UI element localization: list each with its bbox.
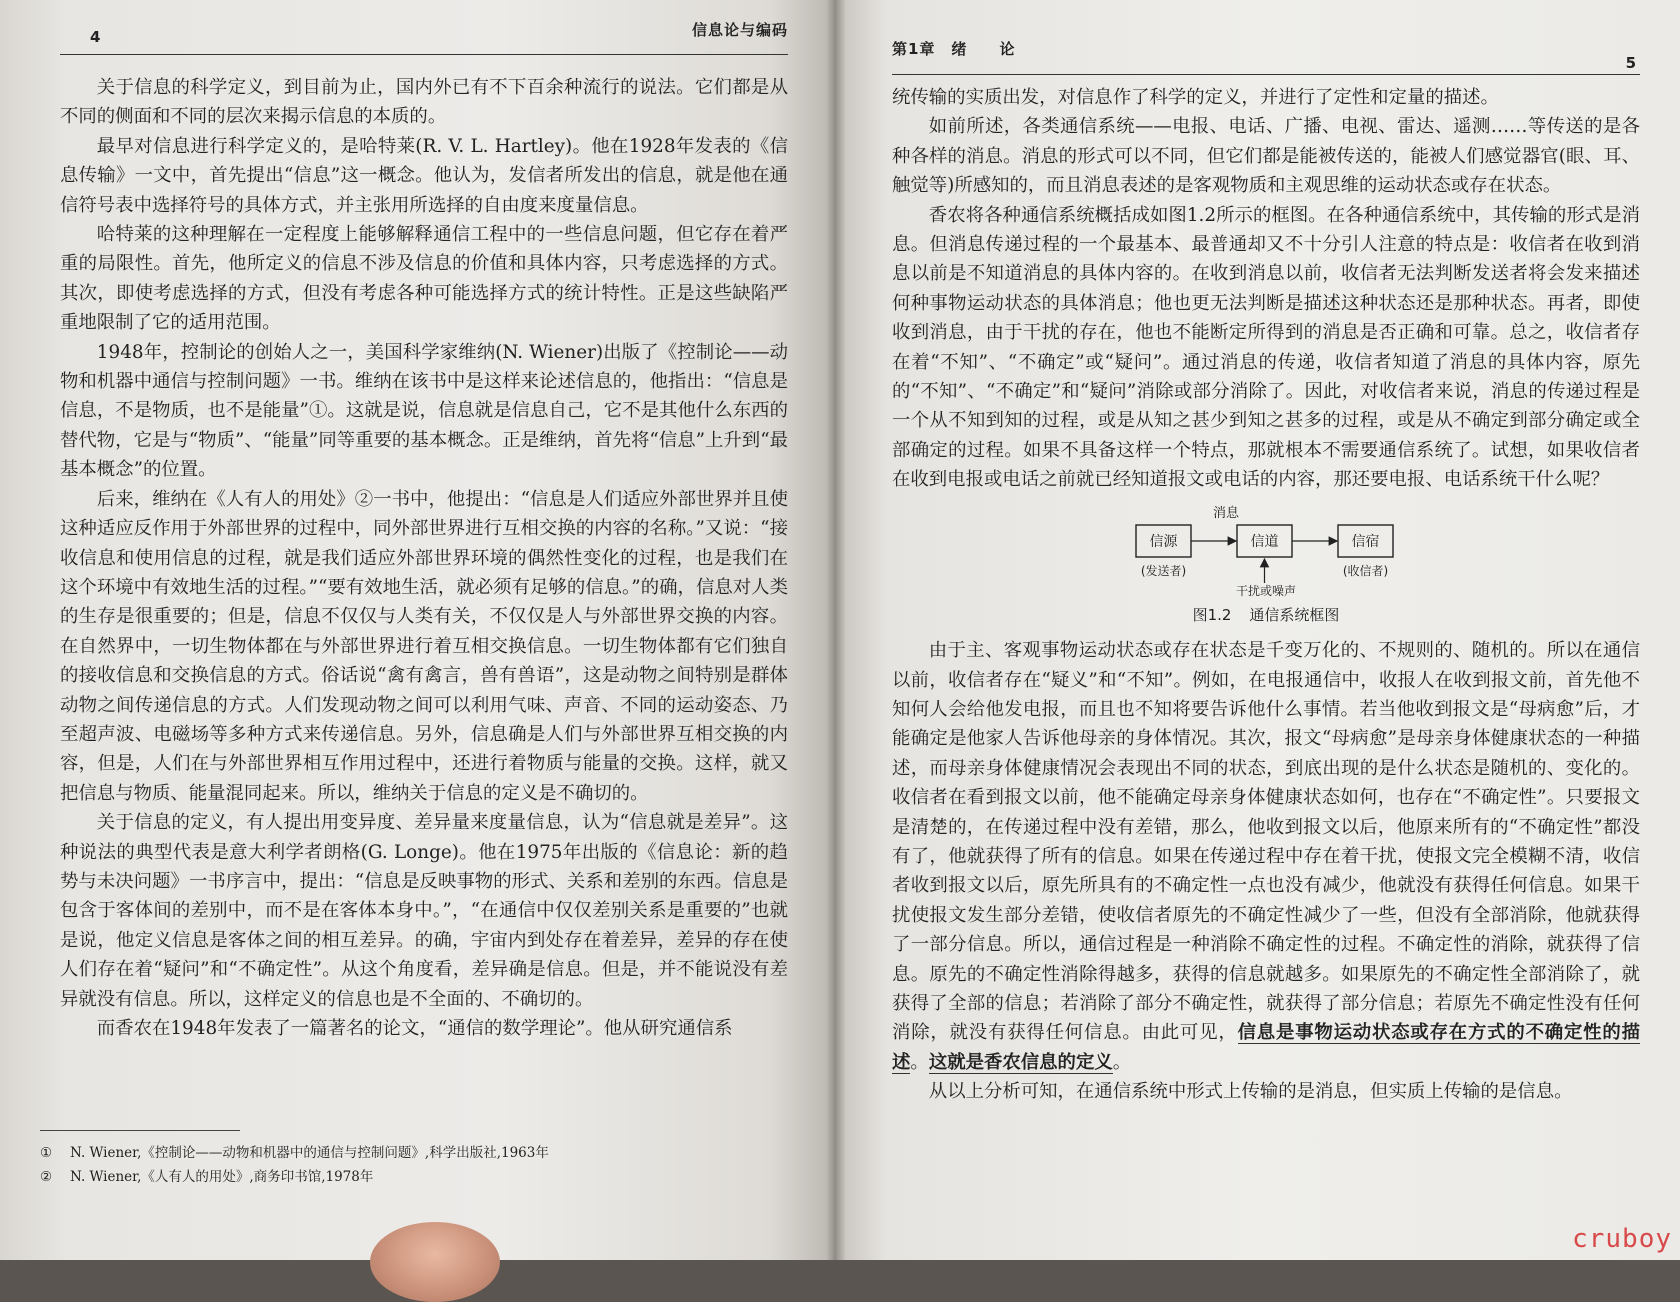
book-gutter — [826, 0, 846, 1260]
footnote-text: N. Wiener,《人有人的用处》,商务印书馆,1978年 — [70, 1169, 374, 1185]
left-paragraph: 1948年，控制论的创始人之一，美国科学家维纳(N. Wiener)出版了《控制论——动物和机器中通信与控制问题》一书。维纳在该书中是这样来论述信息的，他指出：“信息是信息，不是物质，也不是能量”①。这就是说，信息就是信息自己，它不是其他什么东西的替代物，它是与“物质”、“能量”同等重要的基本概念。正是维纳，首先将“信息”上升到“最基本概念”的位置。 — [60, 341, 788, 481]
footnote-rule — [40, 1130, 240, 1131]
right-paragraph: 从以上分析可知，在通信系统中形式上传输的是消息，但实质上传输的是信息。 — [928, 1081, 1573, 1103]
right-paragraph: 香农将各种通信系统概括成如图1.2所示的框图。在各种通信系统中，其传输的形式是消息。但消息传递过程的一个最基本、最普通却又不十分引人注意的特点是：收信者在收到消息以前是不知道消息的具体内容的。在收到消息以前，收信者无法判断发送者将会发来描述何种事物运动状态的具体消息；他也更无法判断是描述这种状态还是那种状态。再者，即使收到消息，由于干扰的存在，他也不能断定所得到的消息是否正确和可靠。总之，收信者存在着“不知”、“不确定”或“疑问”。通过消息的传递，收信者知道了消息的具体内容，原先的“不知”、“不确定”和“疑问”消除或部分消除了。因此，对收信者来说，消息的传递过程是一个从不知到知的过程，或是从知之甚少到知之甚多的过程，或是从不确定到部分确定或全部确定的过程。如果不具备这样一个特点，那就根本不需要通信系统了。试想，如果收信者在收到电报或电话之前就已经知道报文或电话的内容，那还要电报、电话系统干什么呢？ — [892, 204, 1640, 491]
noise-label: 干扰或噪声 — [1235, 583, 1297, 597]
left-paragraph: 关于信息的科学定义，到目前为止，国内外已有不下百余种流行的说法。它们都是从不同的侧面和不同的层次来揭示信息的本质的。 — [60, 77, 788, 128]
book-title: 信息论与编码 — [691, 21, 788, 39]
left-page — [0, 0, 836, 1260]
sink-label: 信宿 — [1351, 533, 1380, 550]
right-running-head — [892, 28, 1640, 75]
figure-caption — [892, 601, 1640, 630]
left-body-text — [60, 73, 788, 1043]
left-running-head — [60, 8, 788, 55]
left-page-number: 4 — [90, 28, 101, 46]
sink-sub-label: (收信者) — [1342, 563, 1389, 578]
message-label: 消息 — [1212, 505, 1240, 521]
right-page — [836, 0, 1680, 1260]
figure-title: 通信系统框图 — [1249, 605, 1340, 624]
thumb-photo-artifact — [370, 1222, 500, 1302]
emphasized-definition-2: 这就是香农信息的定义 — [928, 1051, 1113, 1073]
right-paragraph: 如前所述，各类通信系统——电报、电话、广播、电视、雷达、遥测……等传送的是各种各样的消息。消息的形式可以不同，但它们都是能被传送的，能被人们感觉器官(眼、耳、触觉等)所感知的，而且消息表述的是客观物质和主观思维的运动状态或存在状态。 — [892, 116, 1640, 197]
figure-number: 图1.2 — [1192, 605, 1232, 624]
punctuation: 。 — [1112, 1051, 1132, 1073]
left-paragraph: 而香农在1948年发表了一篇著名的论文，“通信的数学理论”。他从研究通信系 — [96, 1018, 733, 1039]
watermark: cruboy — [1572, 1224, 1672, 1254]
emphasized-definition: 信息是事物运动状态或存在方式的不确定性的描述 — [892, 1022, 1640, 1073]
channel-label: 信道 — [1250, 533, 1279, 550]
paragraph-text: 由于主、客观事物运动状态或存在状态是千变万化的、不规则的、随机的。所以在通信以前，收信者存在“疑义”和“不知”。例如，在电报通信中，收报人在收到报文前，首先他不知何人会给他发电报，而且也不知将要告诉他什么事情。若当他收到报文是“母病愈”后，才能确定是他家人告诉他母亲的身体情况。其次，报文“母病愈”是母亲身体健康状态的一种描述，而母亲身体健康情况会表现出不同的状态，到底出现的是什么状态是随机的、变化的。收信者在看到报文以前，他不能确定母亲身体健康状态如何，也存在“不确定性”。只要报文是清楚的，在传递过程中没有差错，那么，他收到报文以后，他原来所有的“不确定性”都没有了，他就获得了所有的信息。如果在传递过程中存在着干扰，使报文完全模糊不清，收信者收到报文以后，原先所具有的不确定性一点也没有减少，他就没有获得任何信息。如果干扰使报文发生部分差错，使收信者原先的不确定性减少了一些，但没有全部消除，他就获得了一部分信息。所以，通信过程是一种消除不确定性的过程。不确定性的消除，就获得了信息。原先的不确定性消除得越多，获得的信息就越多。如果原先的不确定性全部消除了，就获得了全部的信息；若消除了部分不确定性，就获得了部分信息；若原先不确定性没有任何消除，就没有获得任何信息。由此可见， — [892, 640, 1640, 1044]
punctuation: 。 — [910, 1051, 929, 1073]
block-diagram — [1116, 505, 1416, 597]
footnote-mark: ② — [40, 1169, 53, 1185]
communication-system-figure — [892, 505, 1640, 630]
left-paragraph: 后来，维纳在《人有人的用处》②一书中，他提出：“信息是人们适应外部世界并且使这种适应反作用于外部世界的过程中，同外部世界进行互相交换的内容的名称。”又说：“接收信息和使用信息的过程，就是我们适应外部世界环境的偶然性变化的过程，也是我们在这个环境中有效地生活的过程。”“要有效地生活，就必须有足够的信息。”的确，信息对人类的生存是很重要的；但是，信息不仅仅与人类有关，不仅仅是人与外部世界交换的内容。在自然界中，一切生物体都在与外部世界进行着互相交换信息。一切生物体都有它们独自的接收信息和交换信息的方式。俗话说“禽有禽言，兽有兽语”，这是动物之间特别是群体动物之间传递信息的方式。人们发现动物之间可以利用气味、声音、不同的运动姿态、乃至超声波、电磁场等多种方式来传递信息。另外，信息确是人们与外部世界互相交换的内容，但是，人们在与外部世界相互作用过程中，还进行着物质与能量的交换。这样，就又把信息与物质、能量混同起来。所以，维纳关于信息的定义是不确切的。 — [60, 488, 788, 804]
right-page-number: 5 — [1625, 54, 1636, 72]
footnotes — [40, 1130, 776, 1189]
left-paragraph: 最早对信息进行科学定义的，是哈特莱(R. V. L. Hartley)。他在1928年发表的《信息传输》一文中，首先提出“信息”这一概念。他认为，发信者所发出的信息，就是他在通信符号表中选择符号的具体方式，并主张用所选择的自由度来度量信息。 — [60, 135, 788, 216]
footnote-mark: ① — [40, 1145, 53, 1161]
right-paragraph — [892, 636, 1640, 1077]
footnote-2 — [40, 1165, 776, 1189]
source-label: 信源 — [1149, 533, 1178, 550]
right-body-text — [892, 83, 1640, 1107]
source-sub-label: (发送者) — [1140, 563, 1187, 578]
left-paragraph: 关于信息的定义，有人提出用变异度、差异量来度量信息，认为“信息就是差异”。这种说法的典型代表是意大利学者朗格(G. Longe)。他在1975年出版的《信息论：新的趋势与未决问题》一书序言中，提出：“信息是反映事物的形式、关系和差别的东西。信息是包含于客体间的差别中，而不是在客体本身中。”，“在通信中仅仅差别关系是重要的”也就是说，他定义信息是客体之间的相互差异。的确，宇宙内到处存在着差异，差异的存在使人们存在着“疑问”和“不确定性”。从这个角度看，差异确是信息。但是，并不能说没有差异就没有信息。所以，这样定义的信息也是不全面的、不确切的。 — [60, 812, 788, 1010]
chapter-title: 第1章 绪 论 — [892, 40, 1016, 58]
left-paragraph: 哈特莱的这种理解在一定程度上能够解释通信工程中的一些信息问题，但它存在着严重的局限性。首先，他所定义的信息不涉及信息的价值和具体内容，只考虑选择的方式。其次，即使考虑选择的方式，但没有考虑各种可能选择方式的统计特性。正是这些缺陷严重地限制了它的适用范围。 — [60, 224, 788, 334]
right-paragraph: 统传输的实质出发，对信息作了科学的定义，并进行了定性和定量的描述。 — [892, 87, 1499, 108]
footnote-text: N. Wiener,《控制论——动物和机器中的通信与控制问题》,科学出版社,1963年 — [70, 1145, 549, 1161]
footnote-1 — [40, 1141, 776, 1165]
